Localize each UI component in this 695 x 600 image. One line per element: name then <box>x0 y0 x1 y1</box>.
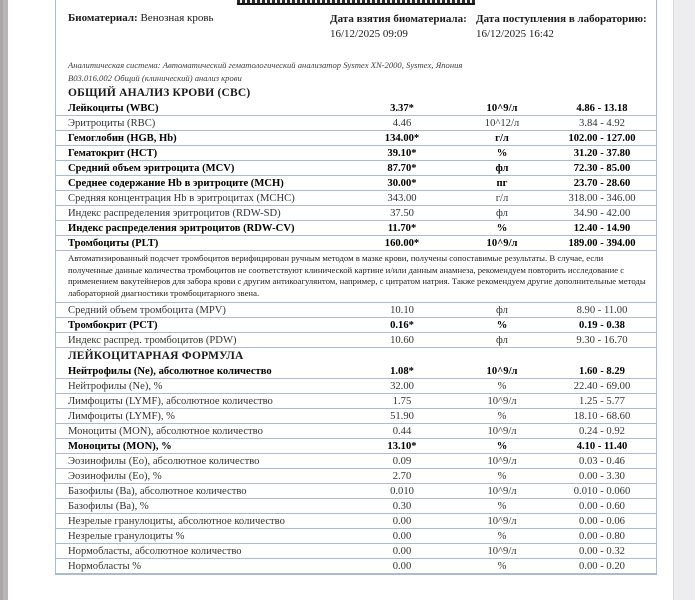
units-cell: 10^9/л <box>487 395 517 407</box>
service-code-line: В03.016.002 Общий (клинический) анализ крови <box>68 73 242 83</box>
units-cell: % <box>497 560 507 572</box>
table-row <box>56 236 656 251</box>
result-value-cell: 0.00 <box>392 515 412 527</box>
units-cell: % <box>496 222 508 234</box>
units-cell: 10^9/л <box>487 545 517 557</box>
parameter-name-cell: Гематокрит (HCT) <box>68 147 158 159</box>
units-cell: г/л <box>495 132 509 144</box>
parameter-name-cell: Базофилы (Ва), абсолютное количество <box>68 485 247 497</box>
parameter-name-cell: Тромбоциты (PLT) <box>68 237 159 249</box>
received-date-field <box>476 12 647 42</box>
units-cell: пг <box>496 177 508 189</box>
parameter-name-cell: Незрелые гранулоциты, абсолютное количество <box>68 515 285 527</box>
parameter-name-cell: Индекс распределения эритроцитов (RDW-CV) <box>68 222 295 234</box>
result-value-cell: 1.08* <box>390 365 414 377</box>
units-cell: % <box>497 500 507 512</box>
units-cell: 10^12/л <box>484 117 520 129</box>
reference-range-cell: 0.24 - 0.92 <box>579 425 625 437</box>
parameter-name-cell: Эозинофилы (Ео), % <box>68 470 162 482</box>
result-value-cell: 0.09 <box>392 455 412 467</box>
table-row <box>56 394 656 409</box>
biomaterial-value: Венозная кровь <box>137 12 214 24</box>
reference-range-cell: 23.70 - 28.60 <box>573 177 631 189</box>
result-value-cell: 343.00 <box>387 192 417 204</box>
table-row <box>56 161 656 176</box>
units-cell: % <box>497 380 507 392</box>
parameter-name-cell: Нейтрофилы (Ne), абсолютное количество <box>68 365 272 377</box>
reference-range-cell: 0.00 - 0.80 <box>579 530 625 542</box>
reference-range-cell: 0.00 - 0.20 <box>579 560 625 572</box>
table-row <box>56 499 656 514</box>
biomaterial-field <box>68 12 214 24</box>
units-cell: 10^9/л <box>487 515 517 527</box>
reference-range-cell: 31.20 - 37.80 <box>573 147 631 159</box>
reference-range-cell: 189.00 - 394.00 <box>568 237 636 249</box>
collection-date-value: 16/12/2025 09:09 <box>330 28 408 40</box>
lab-report-page <box>55 0 657 575</box>
result-value-cell: 11.70* <box>387 222 417 234</box>
parameter-name-cell: Лейкоциты (WBC) <box>68 102 159 114</box>
parameter-name-cell: Нейтрофилы (Ne), % <box>68 380 163 392</box>
table-row <box>56 303 656 318</box>
units-cell: % <box>496 319 508 331</box>
units-cell: фл <box>496 334 508 346</box>
result-value-cell: 13.10* <box>387 440 417 452</box>
reference-range-cell: 0.00 - 3.30 <box>579 470 625 482</box>
units-cell: % <box>497 470 507 482</box>
table-row <box>56 484 656 499</box>
reference-range-cell: 0.19 - 0.38 <box>579 319 625 331</box>
result-value-cell: 0.00 <box>392 560 412 572</box>
reference-range-cell: 0.00 - 0.06 <box>579 515 625 527</box>
units-cell: 10^9/л <box>486 237 518 249</box>
table-row <box>56 544 656 559</box>
result-value-cell: 134.00* <box>384 132 420 144</box>
result-value-cell: 10.10 <box>390 304 414 316</box>
table-row <box>56 514 656 529</box>
received-date-value: 16/12/2025 16:42 <box>476 28 554 40</box>
table-row <box>56 318 656 333</box>
reference-range-cell: 4.10 - 11.40 <box>576 440 628 452</box>
units-cell: г/л <box>495 192 509 204</box>
platelet-comment: Автоматизированный подсчет тромбоцитов верифицирован ручным методом в мазке крови, получены сопоставимые результаты. В случае, если полученные данные количества тромбоцитов не соответствуют клинической картине и/или данным анамнеза, рекомендуем повторить исследование с применением вакутейнеров для забора крови с другим антикоагулянтом, например, с цитратом натрия. Также рекомендуем другие дополнительные методы лабораторной диагностики тромбоцитарного звена. <box>56 251 656 303</box>
table-row <box>56 191 656 206</box>
table-row <box>56 529 656 544</box>
parameter-name-cell: Средний объем тромбоцита (MPV) <box>68 304 226 316</box>
units-cell: 10^9/л <box>486 365 518 377</box>
reference-range-cell: 318.00 - 346.00 <box>568 192 636 204</box>
units-cell: % <box>497 410 507 422</box>
report-meta <box>56 5 656 53</box>
result-value-cell: 0.00 <box>392 545 412 557</box>
table-row <box>56 146 656 161</box>
reference-range-cell: 0.03 - 0.46 <box>579 455 625 467</box>
reference-range-cell: 12.40 - 14.90 <box>573 222 631 234</box>
reference-range-cell: 102.00 - 127.00 <box>568 132 636 144</box>
result-value-cell: 0.16* <box>390 319 414 331</box>
results-table-body <box>56 85 656 574</box>
right-gutter <box>673 0 695 600</box>
reference-range-cell: 34.90 - 42.00 <box>573 207 631 219</box>
table-row <box>56 333 656 348</box>
table-row <box>56 221 656 236</box>
reference-range-cell: 1.60 - 8.29 <box>579 365 625 377</box>
parameter-name-cell: Эритроциты (RBC) <box>68 117 156 129</box>
result-value-cell: 0.30 <box>392 500 412 512</box>
parameter-name-cell: Нормобласты % <box>68 560 142 572</box>
reference-range-cell: 72.30 - 85.00 <box>573 162 631 174</box>
section-header: ЛЕЙКОЦИТАРНАЯ ФОРМУЛА <box>68 350 244 362</box>
table-row <box>56 379 656 394</box>
table-row <box>56 116 656 131</box>
parameter-name-cell: Индекс распред. тромбоцитов (PDW) <box>68 334 237 346</box>
result-value-cell: 37.50 <box>390 207 414 219</box>
result-value-cell: 39.10* <box>387 147 417 159</box>
units-cell: % <box>496 147 508 159</box>
units-cell: фл <box>496 207 508 219</box>
reference-range-cell: 18.10 - 68.60 <box>573 410 631 422</box>
parameter-name-cell: Базофилы (Ва), % <box>68 500 149 512</box>
result-value-cell: 0.44 <box>392 425 412 437</box>
parameter-name-cell: Гемоглобин (HGB, Hb) <box>68 132 177 144</box>
results-table <box>56 85 656 574</box>
table-row <box>56 469 656 484</box>
units-cell: % <box>496 440 508 452</box>
units-cell: фл <box>495 162 509 174</box>
reference-range-cell: 3.84 - 4.92 <box>579 117 625 129</box>
reference-range-cell: 0.00 - 0.60 <box>579 500 625 512</box>
parameter-name-cell: Лимфоциты (LYMF), % <box>68 410 176 422</box>
result-value-cell: 32.00 <box>390 380 414 392</box>
table-row <box>56 176 656 191</box>
result-value-cell: 3.37* <box>390 102 414 114</box>
table-row <box>56 131 656 146</box>
table-row <box>56 409 656 424</box>
units-cell: 10^9/л <box>487 425 517 437</box>
reference-range-cell: 8.90 - 11.00 <box>576 304 628 316</box>
table-row <box>56 424 656 439</box>
table-row <box>56 206 656 221</box>
left-gutter <box>0 0 8 600</box>
analytical-system-line: Аналитическая система: Автоматический гематологический анализатор Sysmex XN-2000, Sysmex, Япония <box>68 60 463 70</box>
reference-range-cell: 1.25 - 5.77 <box>579 395 625 407</box>
result-value-cell: 0.010 <box>390 485 414 497</box>
reference-range-cell: 22.40 - 69.00 <box>573 380 631 392</box>
result-value-cell: 2.70 <box>392 470 412 482</box>
units-cell: 10^9/л <box>487 455 517 467</box>
units-cell: 10^9/л <box>486 102 518 114</box>
reference-range-cell: 4.86 - 13.18 <box>576 102 628 114</box>
reference-range-cell: 0.010 - 0.060 <box>573 485 631 497</box>
parameter-name-cell: Эозинофилы (Ео), абсолютное количество <box>68 455 260 467</box>
result-value-cell: 1.75 <box>392 395 412 407</box>
analytic-info <box>56 53 656 85</box>
result-value-cell: 51.90 <box>390 410 414 422</box>
biomaterial-label: Биоматериал: <box>68 12 138 24</box>
parameter-name-cell: Незрелые гранулоциты % <box>68 530 185 542</box>
parameter-name-cell: Тромбокрит (PCT) <box>68 319 158 331</box>
parameter-name-cell: Лимфоциты (LYMF), абсолютное количество <box>68 395 273 407</box>
result-value-cell: 30.00* <box>387 177 417 189</box>
section-header: ОБЩИЙ АНАЛИЗ КРОВИ (CBC) <box>68 87 251 99</box>
reference-range-cell: 0.00 - 0.32 <box>579 545 625 557</box>
parameter-name-cell: Средняя концентрация Hb в эритроцитах (MCHC) <box>68 192 295 204</box>
table-row <box>56 454 656 469</box>
units-cell: % <box>497 530 507 542</box>
table-row <box>56 559 656 574</box>
result-value-cell: 10.60 <box>390 334 414 346</box>
table-row <box>56 364 656 379</box>
units-cell: 10^9/л <box>487 485 517 497</box>
table-row <box>56 439 656 454</box>
parameter-name-cell: Индекс распределения эритроцитов (RDW-SD) <box>68 207 281 219</box>
parameter-name-cell: Моноциты (MON), % <box>68 440 172 452</box>
result-value-cell: 4.46 <box>392 117 412 129</box>
parameter-name-cell: Нормобласты, абсолютное количество <box>68 545 242 557</box>
units-cell: фл <box>496 304 508 316</box>
result-value-cell: 0.00 <box>392 530 412 542</box>
result-value-cell: 160.00* <box>384 237 420 249</box>
reference-range-cell: 9.30 - 16.70 <box>576 334 628 346</box>
parameter-name-cell: Среднее содержание Hb в эритроците (MCH) <box>68 177 284 189</box>
collection-date-field <box>330 12 467 42</box>
collection-date-label: Дата взятия биоматериала: <box>330 13 467 25</box>
table-row <box>56 101 656 116</box>
parameter-name-cell: Моноциты (MON), абсолютное количество <box>68 425 263 437</box>
result-value-cell: 87.70* <box>387 162 417 174</box>
received-date-label: Дата поступления в лабораторию: <box>476 13 647 25</box>
parameter-name-cell: Средний объем эритроцита (MCV) <box>68 162 235 174</box>
